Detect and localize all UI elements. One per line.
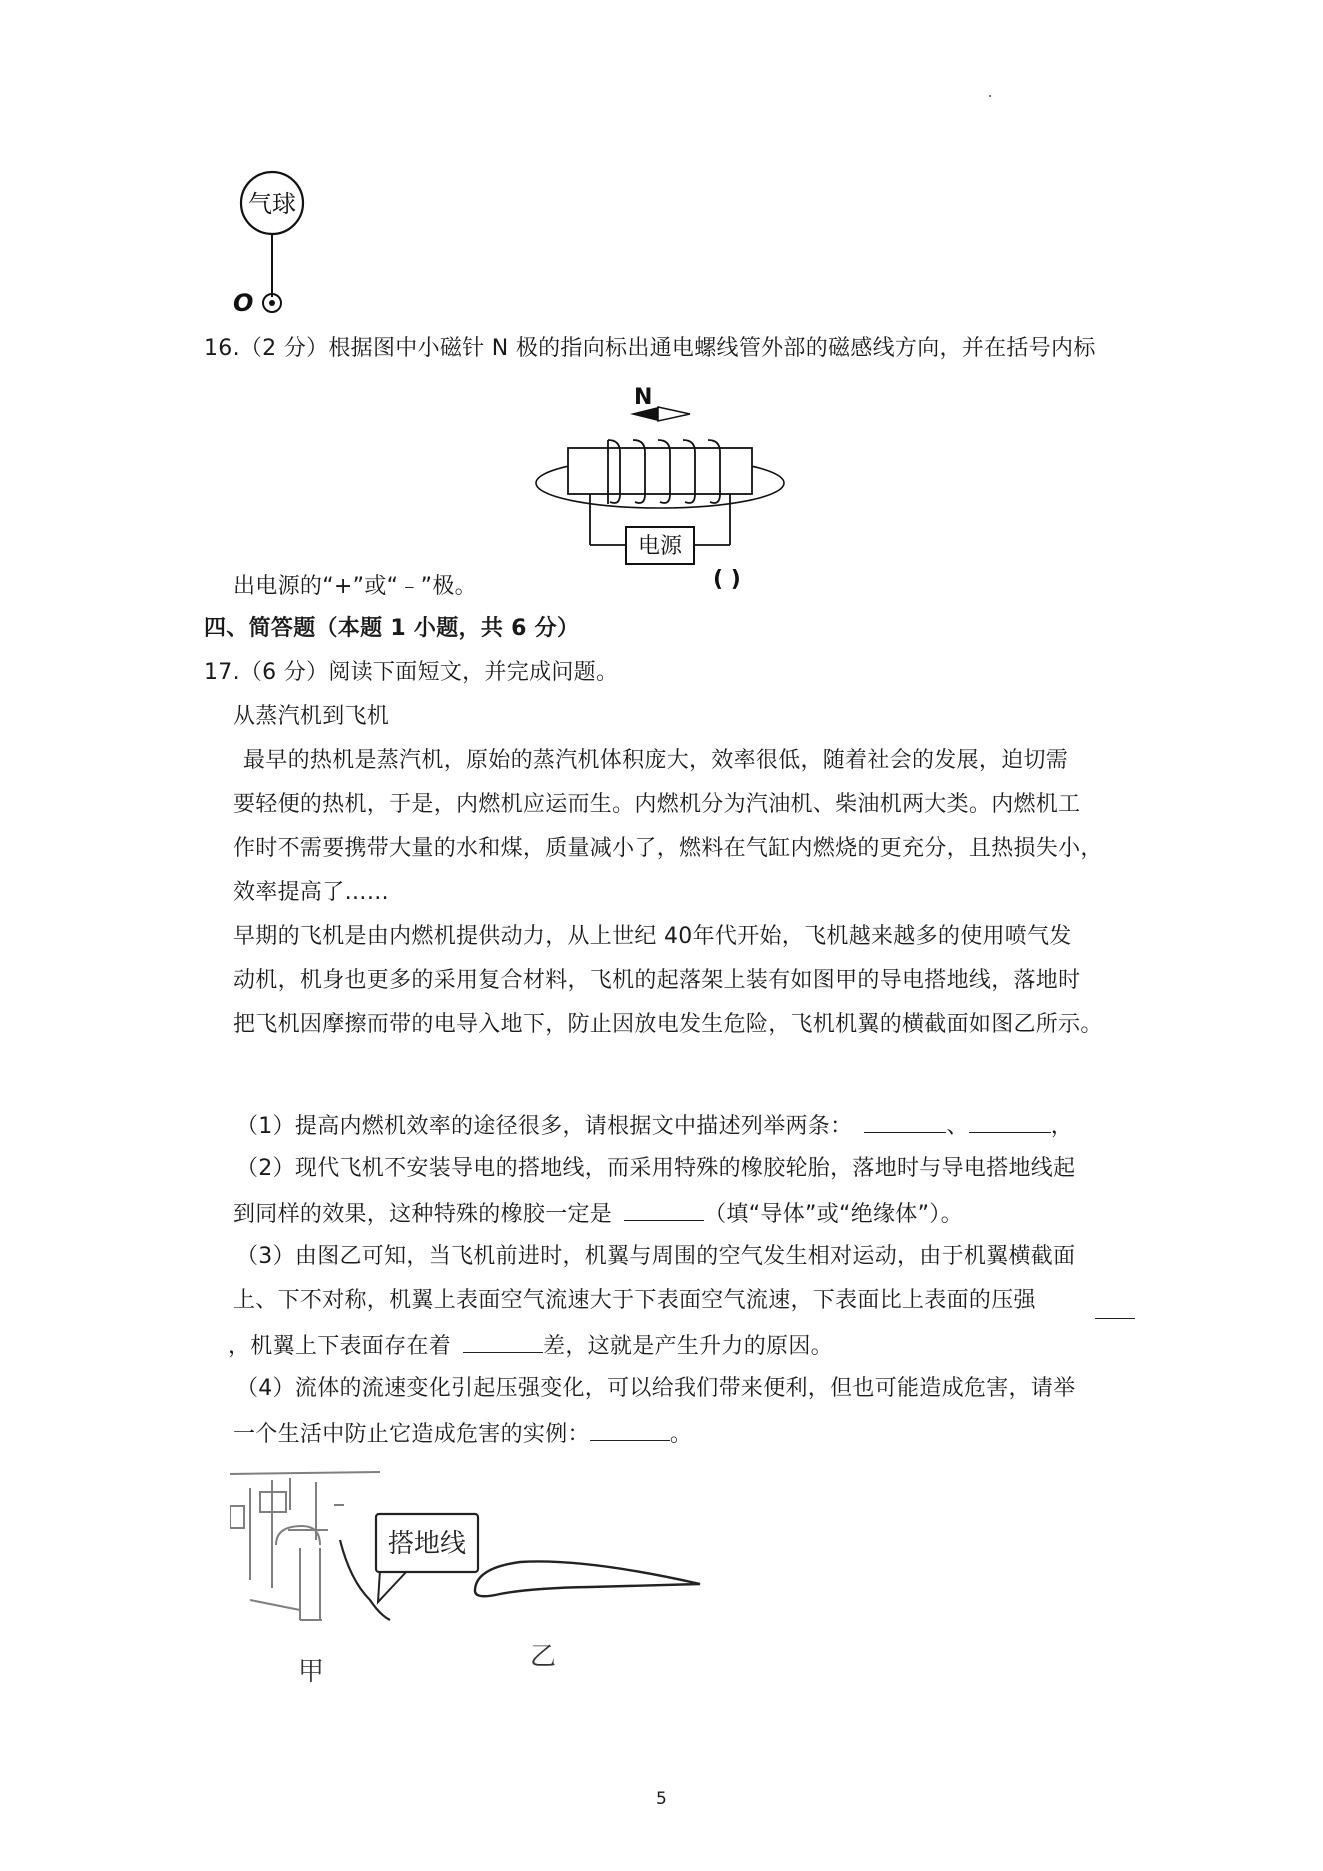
sub1-separator: 、 — [946, 1114, 969, 1139]
sub4-line2 — [233, 1418, 692, 1450]
aircraft-figure — [230, 1470, 730, 1710]
balloon-label: 气球 — [248, 190, 296, 218]
sub2-line2 — [233, 1198, 963, 1230]
sub3-line2 — [233, 1286, 1036, 1316]
wing-cross-section — [475, 1561, 700, 1596]
sub2-prefix: 到同样的效果，这种特殊的橡胶一定是 — [233, 1202, 613, 1227]
fig-label-yi: 乙 — [530, 1642, 557, 1672]
passage-p2-line3: 把飞机因摩擦而带的电导入地下，防止因放电发生危险，飞机机翼的横截面如图乙所示。 — [233, 1012, 1103, 1037]
q17-intro: 17.（6 分）阅读下面短文，并完成问题。 — [204, 660, 619, 685]
page-number: 5 — [656, 1789, 668, 1809]
sub1-line — [236, 1110, 1073, 1142]
sub2-suffix: （填“导体”或“绝缘体”）。 — [704, 1202, 963, 1227]
needle-n-label: N — [634, 385, 653, 410]
sub3-line1: （3）由图乙可知，当飞机前进时，机翼与周围的空气发生相对运动，由于机翼横截面 — [236, 1244, 1076, 1269]
passage-p2-line1: 早期的飞机是由内燃机提供动力，从上世纪 40年代开始，飞机越来越多的使用喷气发 — [233, 924, 1072, 949]
passage-p1-line3: 作时不需要携带大量的水和煤，质量减小了，燃料在气缸内燃烧的更充分，且热损失小， — [233, 836, 1103, 861]
sub1-prefix: （1）提高内燃机效率的途径很多，请根据文中描述列举两条： — [236, 1114, 853, 1139]
q16-line1: 16.（2 分）根据图中小磁针 N 极的指向标出通电螺线管外部的磁感线方向，并在括号内标 — [204, 336, 1096, 361]
sub3-l3-suffix: 差，这就是产生升力的原因。 — [543, 1334, 833, 1359]
sub2-line1: （2）现代飞机不安装导电的搭地线，而采用特殊的橡胶轮胎，落地时与导电搭地线起 — [236, 1156, 1076, 1181]
q16-line2: 出电源的“+”或“﹣”极。 — [233, 574, 477, 599]
needle-south — [658, 407, 690, 421]
passage-p1-line1: 最早的热机是蒸汽机，原始的蒸汽机体积庞大，效率很低，随着社会的发展，迫切需 — [243, 748, 1069, 773]
sub4-answer-blank[interactable] — [590, 1418, 670, 1441]
corner-dot — [989, 95, 991, 97]
sub2-answer-blank[interactable] — [624, 1198, 704, 1221]
callout-pointer — [378, 1570, 408, 1602]
pivot-dot — [269, 300, 275, 306]
landing-gear-sketch — [230, 1472, 380, 1620]
sub4-prefix: 一个生活中防止它造成危害的实例： — [233, 1422, 590, 1447]
balloon-figure — [225, 170, 315, 315]
solenoid-figure — [530, 380, 790, 590]
passage-p1-line4: 效率提高了…… — [233, 880, 390, 905]
point-o-label: O — [233, 289, 254, 315]
callout-label: 搭地线 — [387, 1529, 467, 1559]
sub1-answer-blank-1[interactable] — [864, 1110, 946, 1133]
sub3-answer-blank-1[interactable] — [1095, 1296, 1135, 1319]
fig-label-jia: 甲 — [298, 1657, 325, 1687]
sub3-answer-blank-2[interactable] — [463, 1330, 543, 1353]
sub4-line1: （4）流体的流速变化引起压强变化，可以给我们带来便利，但也可能造成危害，请举 — [236, 1376, 1076, 1401]
section4-heading: 四、简答题（本题 1 小题，共 6 分） — [204, 616, 580, 641]
power-source-label: 电源 — [637, 534, 683, 559]
solenoid-core — [568, 448, 752, 494]
sub1-answer-blank-2[interactable] — [969, 1110, 1051, 1133]
passage-p1-line2: 要轻便的热机，于是，内燃机应运而生。内燃机分为汽油机、柴油机两大类。内燃机工 — [233, 792, 1081, 817]
sub4-suffix: 。 — [669, 1422, 693, 1447]
sub3-l3-prefix: ，机翼上下表面存在着 — [228, 1334, 452, 1359]
passage-p2-line2: 动机，机身也更多的采用复合材料，飞机的起落架上装有如图甲的导电搭地线，落地时 — [233, 968, 1081, 993]
sub1-suffix: ， — [1050, 1114, 1074, 1139]
sub3-l2-text: 上、下不对称，机翼上表面空气流速大于下表面空气流速，下表面比上表面的压强 — [233, 1288, 1036, 1313]
passage-title: 从蒸汽机到飞机 — [233, 704, 390, 729]
polarity-bracket: ( ) — [713, 567, 741, 590]
sub3-line3 — [228, 1330, 833, 1362]
